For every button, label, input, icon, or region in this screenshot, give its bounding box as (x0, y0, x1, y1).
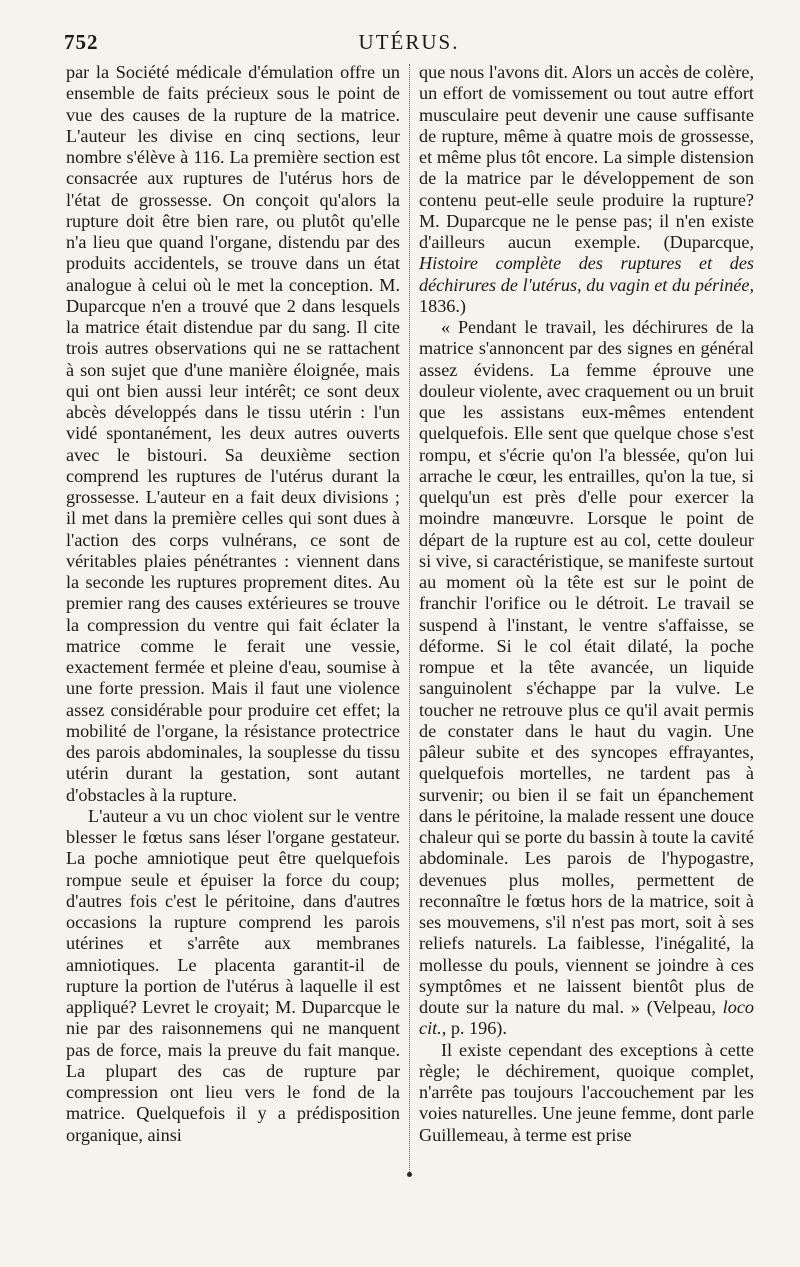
column-divider-end-mark (407, 1172, 412, 1177)
right-column (419, 62, 754, 1146)
page-number: 752 (64, 30, 99, 54)
running-title: UTÉRUS. (358, 30, 460, 54)
paragraph (66, 806, 400, 1146)
citation-reference: loco cit. (419, 997, 754, 1039)
left-column (66, 62, 400, 1146)
paragraph (419, 317, 754, 1040)
paragraph-text: L'auteur a vu un choc violent sur le ventre blesser le fœtus sans léser l'organe gestateur. La poche amniotique peut être quelquefois rompue seule et épuiser la force du coup; d'autres fois c'est le péritoine, dans d'autres occasions la rupture comprend les parois utérines et s'arrête aux membranes amniotiques. Le placenta garantit-il de rupture la portion de l'utérus à laquelle il est appliqué? Levret le croyait; M. Duparcque le nie par des raisonnemens qui ne manquent pas de force, mais la preuve du fait manque. La plupart des cas de rupture par compression ont lieu vers le fond de la matrice. Quelquefois il y a prédisposition organique, ainsi (66, 805, 400, 1145)
paragraph (419, 62, 754, 317)
paragraph-text: que nous l'avons dit. Alors un accès de colère, un effort de vomissement ou tout autre effort musculaire peut devenir une cause suffisante de rupture, même à quatre mois de grossesse, et même plus tôt encore. La simple distension de la matrice par le développement de son contenu peut-elle seule produire la rupture? M. Duparcque ne le pense pas; il n'en existe d'ailleurs aucun exemple. (Duparcque, (419, 62, 754, 252)
column-divider (409, 64, 410, 1174)
paragraph-text: par la Société médicale d'émulation offre un ensemble de faits précieux sous le point de vue des causes de la rupture de la matrice. L'auteur les divise en cinq sections, leur nombre s'élève à 116. La première section est consacrée aux ruptures de l'utérus hors de l'état de grossesse. On conçoit qu'alors la rupture doit être bien rare, ou plutôt qu'elle n'a lieu que quand l'organe, distendu par des produits accidentels, se trouve dans un état analogue à celui où le met la conception. M. Duparcque n'en a trouvé que 2 dans lesquels la matrice était distendue par du sang. Il cite trois autres observations qui ne se rattachent à son sujet que d'une manière éloignée, mais qui ont bien aussi leur intérêt; ce sont deux abcès développés dans le tissu utérin : l'un vidé spontanément, les deux autres ouverts avec le bistouri. Sa deuxième section comprend les ruptures de l'utérus durant la grossesse. L'auteur en a fait deux divisions ; il met dans la première celles qui sont dues à l'action des corps vulnérans, ce sont de véritables plaies pénétrantes : viennent dans la seconde les ruptures proprement dites. Au premier rang des causes extérieures se trouve la compression du ventre qui fait éclater la matrice comme le ferait une vessie, exactement fermée et pleine d'eau, soumise à une forte pression. Mais il faut une violence assez considérable pour produire cet effet; la mobilité de l'organe, la résistance protectrice des parois abdominales, la souplesse du tissu utérin durant la gestation, sont autant d'obstacles à la rupture. (66, 62, 400, 805)
paragraph-text: « Pendant le travail, les déchirures de la matrice s'annoncent par des signes en général assez évidens. La femme éprouve une douleur violente, avec craquement ou un bruit que les assistans eux-mêmes entendent quelquefois. Elle sent que quelque chose s'est rompu, et s'écrie qu'on l'a blessée, qu'on lui arrache le cœur, les entrailles, qu'on la tue, si quelqu'un est près d'elle pour exercer la moindre manœuvre. Lorsque le point de départ de la rupture est au col, cette douleur si vive, si caractéristique, se manifeste surtout au moment où la tête est sur le point de franchir l'orifice ou le détroit. Le travail se suspend à l'instant, le ventre s'affaisse, se déforme. Si le col était dilaté, la poche rompue et la tête avancée, un liquide sanguinolent s'échappe par la vulve. Le toucher ne retrouve plus ce qu'il avait permis de constater dans le haut du vagin. Une pâleur subite et des syncopes effrayantes, quelquefois mortelles, ne tardent pas à survenir; ou bien il se fait un épanchement dans le péritoine, la malade ressent une douce chaleur qui se porte du bassin à toute la cavité abdominale. Les parois de l'hypogastre, devenues plus molles, permettent de reconnaître le fœtus hors de la matrice, soit à ses mouvemens, s'il n'est pas mort, soit à ses reliefs naturels. La faiblesse, l'inégalité, la mollesse du pouls, viennent se joindre à ces symptômes et ne laissent bientôt plus de doute sur la nature du mal. » (Velpeau, (419, 317, 754, 1017)
paragraph (66, 62, 400, 806)
citation-title: Histoire complète des ruptures et des déchirures de l'utérus, du vagin et du périnée (419, 253, 754, 295)
paragraph-text: Il existe cependant des exceptions à cette règle; le déchirement, quoique complet, n'arrête pas toujours l'accouchement par les voies naturelles. Une jeune femme, dont parle Guillemeau, à terme est prise (419, 1039, 754, 1145)
paragraph-text: , p. 196). (441, 1018, 507, 1039)
paragraph-text: , 1836.) (419, 274, 754, 316)
paragraph (419, 1040, 754, 1146)
page-header (64, 30, 754, 60)
